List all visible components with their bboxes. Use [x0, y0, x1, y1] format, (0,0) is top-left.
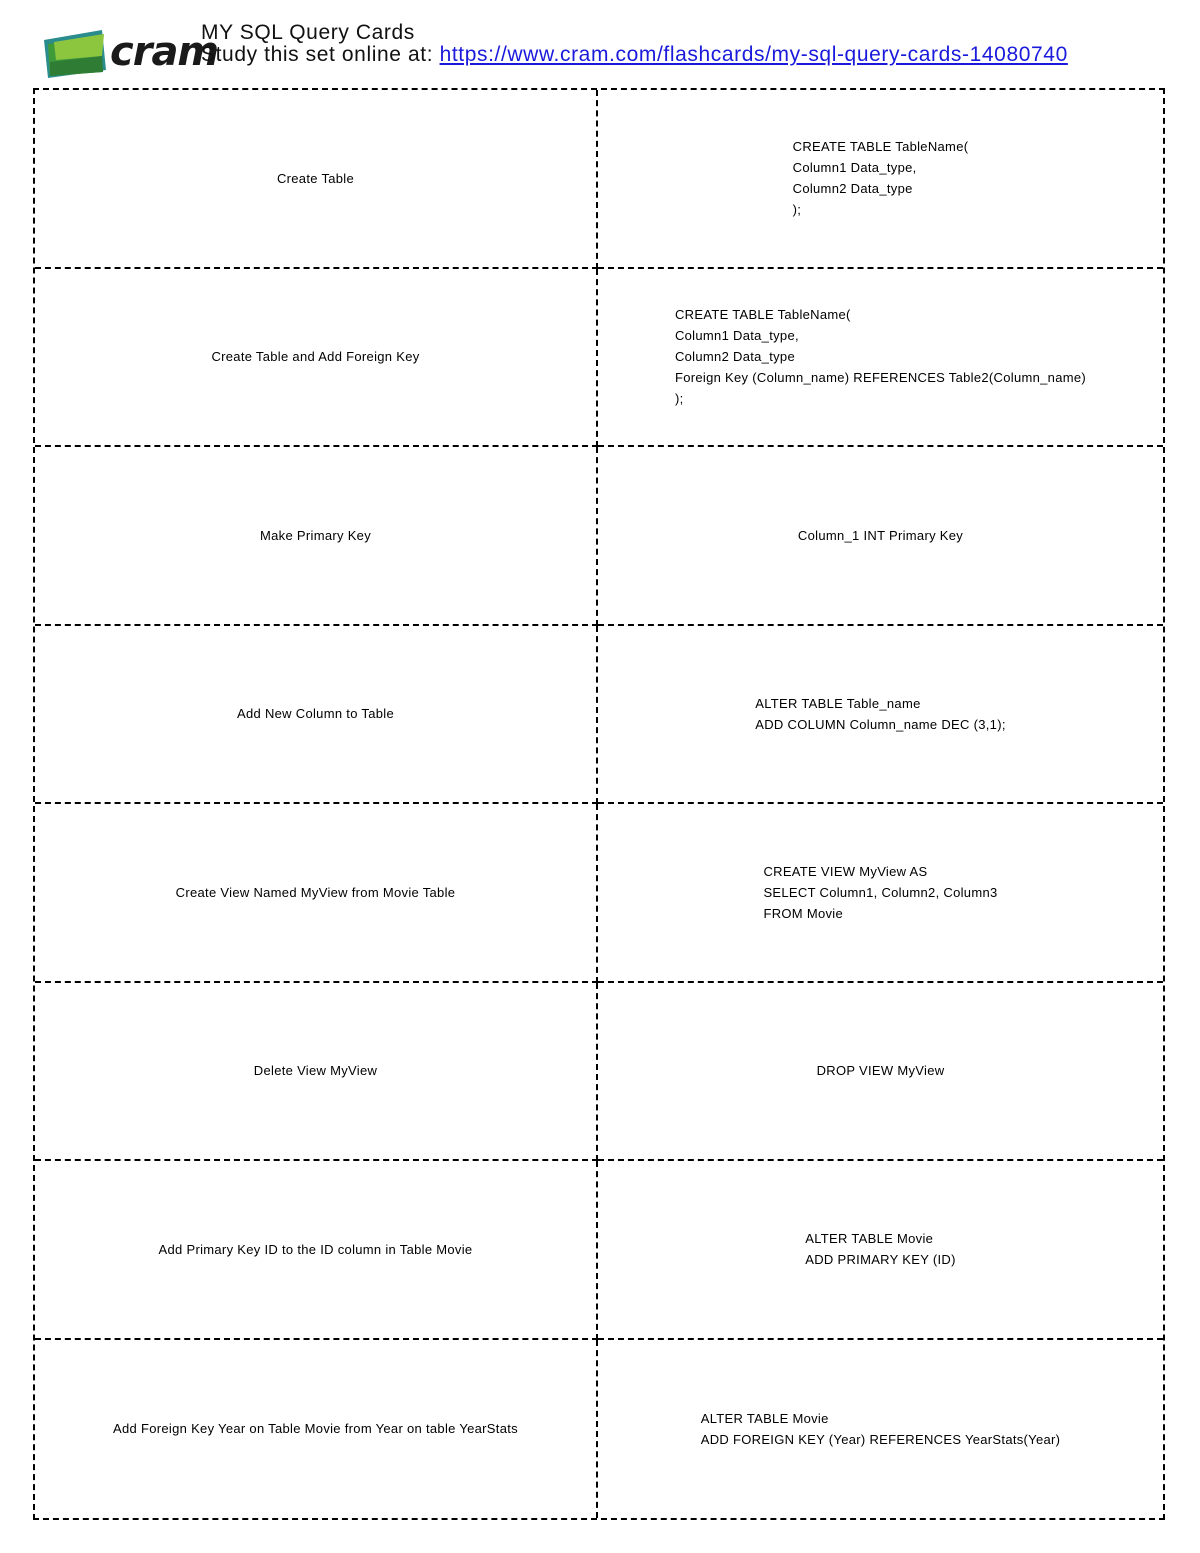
card-back-text: CREATE VIEW MyView AS SELECT Column1, Column2, Column3 FROM Movie — [763, 863, 998, 921]
card-front — [35, 269, 598, 448]
card-back — [598, 804, 1163, 983]
card-back-text: CREATE TABLE TableName( Column1 Data_type, Column2 Data_type ); — [792, 139, 969, 218]
card-front-text: Delete View MyView — [253, 1063, 378, 1079]
cram-logo[interactable] — [40, 26, 219, 82]
card-back-text: Column_1 INT Primary Key — [797, 527, 964, 543]
study-prefix: Study this set online at: — [201, 43, 434, 66]
card-front-text: Add Primary Key ID to the ID column in Table Movie — [158, 1241, 473, 1257]
card-back — [598, 447, 1163, 626]
card-front — [35, 1161, 598, 1340]
card-back-text: ALTER TABLE Movie ADD PRIMARY KEY (ID) — [805, 1231, 956, 1268]
card-front-text: Create View Named MyView from Movie Table — [175, 884, 456, 900]
cram-logo-icon — [40, 26, 112, 82]
card-front — [35, 90, 598, 269]
set-title: MY SQL Query Cards — [201, 21, 415, 44]
card-back — [598, 626, 1163, 805]
study-online-line — [201, 44, 1081, 66]
study-link[interactable]: https://www.cram.com/flashcards/my-sql-query-cards-14080740 — [439, 43, 1068, 66]
card-front — [35, 983, 598, 1162]
card-front-text: Create Table and Add Foreign Key — [211, 349, 420, 365]
cram-logo-wordmark: cram — [110, 29, 219, 75]
card-front — [35, 626, 598, 805]
card-back-text: CREATE TABLE TableName( Column1 Data_type, Column2 Data_type Foreign Key (Column_name) REFERENCES Table2(Column_name) ); — [674, 307, 1087, 407]
card-front — [35, 447, 598, 626]
card-front — [35, 804, 598, 983]
card-back — [598, 90, 1163, 269]
card-back-text: ALTER TABLE Table_name ADD COLUMN Column_name DEC (3,1); — [755, 695, 1006, 732]
card-front — [35, 1340, 598, 1519]
card-front-text: Make Primary Key — [260, 527, 371, 543]
page-header — [0, 0, 1200, 90]
card-front-text: Add Foreign Key Year on Table Movie from Year on table YearStats — [113, 1421, 518, 1437]
card-back — [598, 1340, 1163, 1519]
card-back-text: DROP VIEW MyView — [816, 1063, 945, 1079]
flashcard-grid — [33, 88, 1165, 1520]
card-front-text: Add New Column to Table — [237, 706, 394, 722]
card-back — [598, 983, 1163, 1162]
card-back — [598, 269, 1163, 448]
card-front-text: Create Table — [276, 170, 355, 186]
card-back — [598, 1161, 1163, 1340]
card-back-text: ALTER TABLE Movie ADD FOREIGN KEY (Year) REFERENCES YearStats(Year) — [700, 1410, 1061, 1447]
